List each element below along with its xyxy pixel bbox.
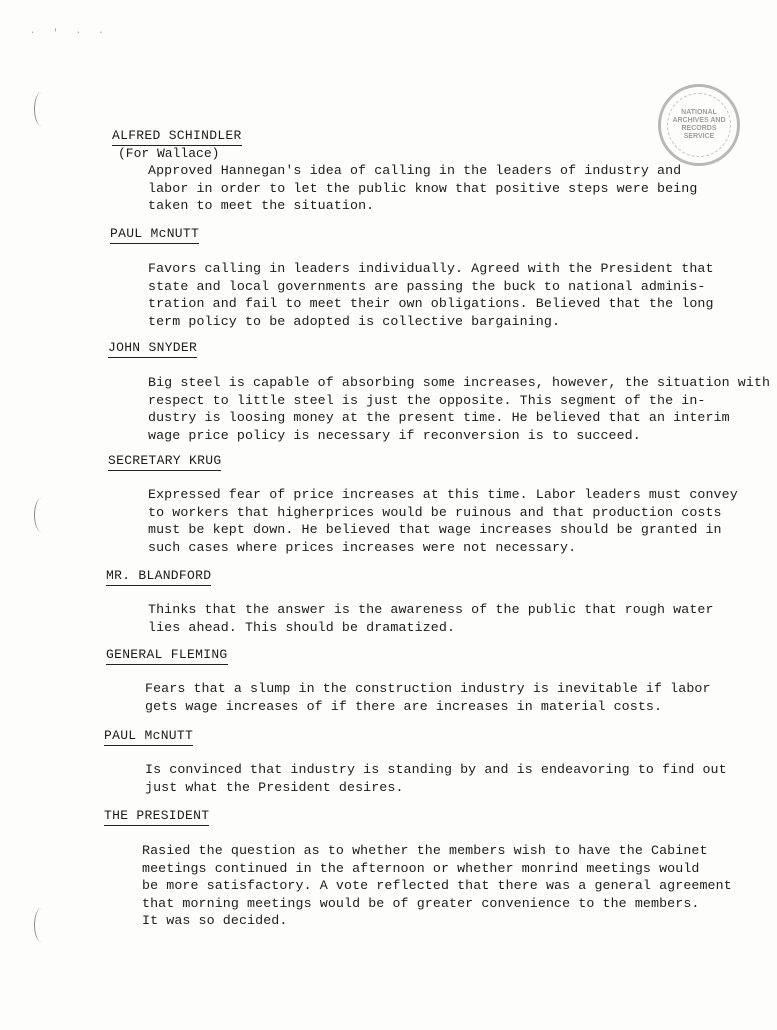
statement-line: Thinks that the answer is the awareness of the public that rough water (148, 602, 714, 617)
stamp-text (661, 109, 737, 141)
stamp-line: SERVICE (683, 133, 715, 140)
statement-line: meetings continued in the afternoon or whether monrind meetings would (142, 860, 700, 876)
statement-paragraph (148, 486, 738, 556)
statement-line: such cases where prices increases were not necessary. (148, 539, 577, 555)
statement-paragraph (148, 162, 697, 215)
speaker-name: THE PRESIDENT (104, 808, 209, 826)
statement-line: Rasied the question as to whether the members wish to have the Cabinet (142, 843, 708, 858)
speaker-name: JOHN SNYDER (108, 340, 197, 358)
statement-line: dustry is loosing money at the present time. He believed that an interim (148, 410, 730, 425)
statement-paragraph (148, 260, 714, 330)
statement-line: state and local governments are passing the buck to national adminis- (148, 278, 706, 294)
punch-hole-middle (34, 498, 49, 532)
speaker-name: GENERAL FLEMING (106, 647, 228, 665)
statement-paragraph (142, 842, 732, 930)
stamp-line: NATIONAL (681, 109, 717, 116)
punch-hole-top (34, 92, 49, 126)
statement-paragraph (148, 374, 770, 444)
statement-line: taken to meet the situation. (148, 198, 375, 213)
statement-line: Is convinced that industry is standing by and is endeavoring to find out (145, 762, 727, 777)
statement-line: respect to little steel is just the opposite. This segment of the in- (148, 392, 706, 408)
statement-line: tration and fail to meet their own obligations. Believed that the long (148, 296, 714, 311)
statement-line: Big steel is capable of absorbing some increases, however, the situation with (148, 375, 771, 390)
statement-paragraph (145, 761, 727, 796)
punch-hole-bottom (34, 908, 49, 942)
statement-line: be more satisfactory. A vote reflected that there was a general agreement (142, 878, 732, 893)
stamp-line: ARCHIVES AND (672, 117, 726, 124)
statement-line: must be kept down. He believed that wage increases should be granted in (148, 522, 722, 537)
statement-line: Expressed fear of price increases at this time. Labor leaders must convey (148, 487, 738, 502)
stamp-line: RECORDS (681, 125, 717, 132)
statement-line: lies ahead. This should be dramatized. (148, 619, 456, 635)
statement-line: Approved Hannegan's idea of calling in the leaders of industry and (148, 163, 682, 178)
archive-stamp (658, 84, 740, 166)
scan-specks: · ' · · (30, 28, 110, 38)
statement-paragraph (145, 680, 711, 715)
statement-line: labor in order to let the public know that positive steps were being (148, 180, 698, 196)
statement-line: that morning meetings would be of greater convenience to the members. (142, 895, 700, 911)
statement-paragraph (148, 601, 714, 636)
statement-line: Fears that a slump in the construction industry is inevitable if labor (145, 681, 711, 696)
statement-line: Favors calling in leaders individually. Agreed with the President that (148, 261, 714, 276)
statement-line: to workers that higherprices would be ruinous and that production costs (148, 504, 722, 520)
speaker-name: ALFRED SCHINDLER (112, 128, 242, 146)
statement-line: wage price policy is necessary if reconversion is to succeed. (148, 427, 641, 443)
speaker-name: PAUL McNUTT (104, 728, 193, 746)
statement-line: gets wage increases of if there are increases in material costs. (145, 698, 663, 714)
speaker-name: SECRETARY KRUG (108, 453, 221, 471)
statement-line: term policy to be adopted is collective bargaining. (148, 313, 561, 329)
speaker-name: MR. BLANDFORD (106, 568, 211, 586)
speaker-name: PAUL McNUTT (110, 226, 199, 244)
statement-line: just what the President desires. (145, 779, 404, 795)
speaker-note: (For Wallace) (118, 146, 220, 161)
statement-line: It was so decided. (142, 913, 288, 928)
